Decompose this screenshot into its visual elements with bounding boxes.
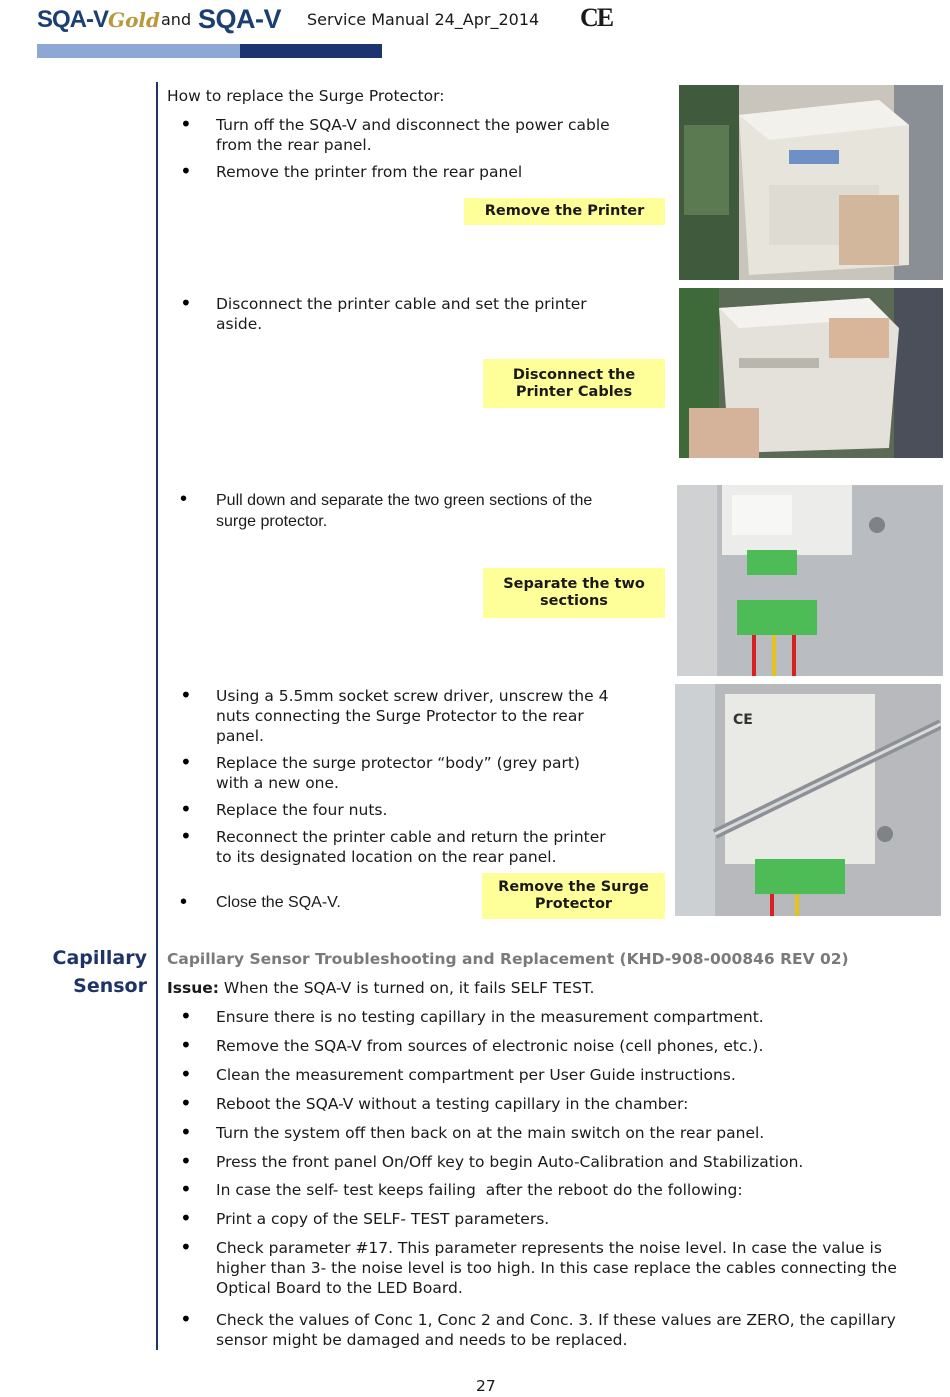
page-number: 27 — [476, 1377, 496, 1395]
photo-separate-sections — [677, 485, 943, 676]
ce-mark-icon: CE — [580, 3, 613, 32]
photo-remove-printer — [679, 85, 943, 280]
capillary-item-5: • Turn the system off then back on at the main switch on the rear panel. — [216, 1123, 916, 1143]
issue-label: Issue: — [167, 979, 219, 997]
capillary-item-4: • Reboot the SQA-V without a testing capillary in the chamber: — [216, 1094, 916, 1114]
content-divider — [156, 82, 158, 1350]
surge-step-7: • Replace the four nuts. — [216, 800, 616, 820]
header-title: Service Manual 24_Apr_2014 — [307, 10, 540, 29]
logo-text: SQA-V — [37, 6, 109, 33]
capillary-item-6: • Press the front panel On/Off key to begin Auto-Calibration and Stabilization. — [216, 1152, 916, 1172]
logo-gold-script: Gold — [108, 8, 161, 32]
photo-ce-label: CE — [733, 712, 753, 728]
surge-step-4: • Pull down and separate the two green sections of the surge protector. — [216, 490, 616, 532]
surge-intro: How to replace the Surge Protector: — [167, 87, 445, 105]
callout-disconnect-cables: Disconnect the Printer Cables — [483, 359, 665, 408]
capillary-item-7: • In case the self- test keeps failing after the reboot do the following: — [216, 1180, 916, 1200]
surge-step-3: • Disconnect the printer cable and set the printer aside. — [216, 294, 596, 334]
surge-step-6: • Replace the surge protector “body” (grey part) with a new one. — [216, 753, 616, 793]
callout-separate-sections: Separate the two sections — [483, 568, 665, 618]
side-label-capillary: Capillary — [52, 947, 147, 969]
sqa-v-gold-logo — [37, 6, 160, 34]
capillary-item-2: • Remove the SQA-V from sources of electronic noise (cell phones, etc.). — [216, 1036, 916, 1056]
header-bar-dark — [240, 44, 382, 58]
side-label-sensor: Sensor — [73, 975, 147, 997]
surge-step-1: • Turn off the SQA-V and disconnect the power cable from the rear panel. — [216, 115, 616, 155]
callout-remove-printer: Remove the Printer — [464, 198, 665, 225]
header-bar-light — [37, 44, 240, 58]
capillary-item-9: • Check parameter #17. This parameter represents the noise level. In case the value is higher than 3- the noise level is too high. In this case replace the cables connecting the Optical Board to the LED Board. — [216, 1238, 916, 1298]
issue-text: When the SQA-V is turned on, it fails SELF TEST. — [218, 979, 595, 997]
callout-remove-surge-protector: Remove the Surge Protector — [482, 873, 665, 919]
surge-step-8: • Reconnect the printer cable and return the printer to its designated location on the rear panel. — [216, 827, 616, 867]
surge-step-2: • Remove the printer from the rear panel — [216, 162, 616, 182]
capillary-item-1: • Ensure there is no testing capillary in the measurement compartment. — [216, 1007, 916, 1027]
capillary-heading: Capillary Sensor Troubleshooting and Replacement (KHD-908-000846 REV 02) — [167, 950, 849, 968]
capillary-item-3: • Clean the measurement compartment per User Guide instructions. — [216, 1065, 916, 1085]
photo-disconnect-cables — [679, 288, 943, 458]
sqa-v-logo: SQA-V — [198, 4, 282, 34]
surge-step-9: • Close the SQA-V. — [216, 893, 416, 913]
surge-step-5: • Using a 5.5mm socket screw driver, unscrew the 4 nuts connecting the Surge Protector to the rear panel. — [216, 686, 626, 746]
header-and: and — [161, 10, 192, 29]
photo-remove-surge-protector — [675, 684, 941, 916]
capillary-item-8: • Print a copy of the SELF- TEST parameters. — [216, 1209, 916, 1229]
capillary-item-10: • Check the values of Conc 1, Conc 2 and Conc. 3. If these values are ZERO, the capillary sensor might be damaged and needs to be replaced. — [216, 1310, 906, 1350]
issue-line — [167, 978, 594, 998]
